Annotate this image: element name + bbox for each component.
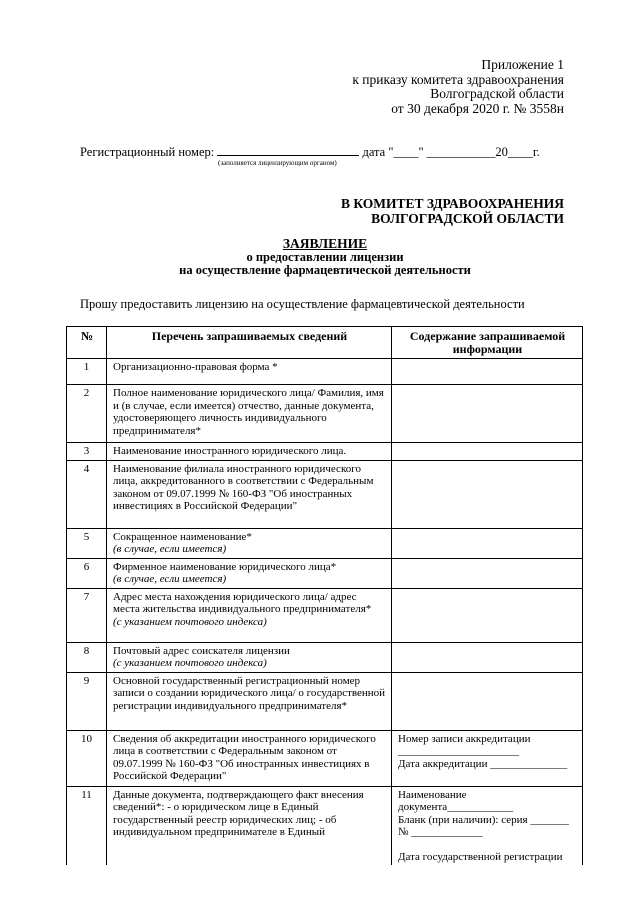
row-info-cell[interactable] — [392, 672, 583, 730]
row-num: 9 — [67, 672, 107, 730]
row-text — [107, 385, 392, 443]
table-row — [67, 730, 583, 786]
header-items: Перечень запрашиваемых сведений — [107, 327, 392, 359]
row-text — [107, 359, 392, 385]
info-table — [66, 326, 583, 865]
row-text-note: (с указанием почтового индекса) — [113, 657, 267, 669]
table-row — [67, 642, 583, 672]
title-sub: на осуществление фармацевтической деятельности — [179, 263, 471, 277]
row-text-note: (с указанием почтового индекса) — [113, 615, 267, 628]
registration-label: Регистрационный номер: — [80, 145, 215, 159]
blank-series-field[interactable]: Бланк (при наличии): серия _______ — [398, 813, 569, 826]
row-text-main: Фирменное наименование юридического лица* — [113, 560, 337, 573]
row-info-cell[interactable] — [392, 642, 583, 672]
table-row — [67, 359, 583, 385]
intro-text: Прошу предоставить лицензию на осуществление фармацевтической деятельности — [80, 297, 525, 311]
row-text — [107, 528, 392, 558]
row-text — [107, 558, 392, 588]
row-info-cell[interactable] — [392, 385, 583, 443]
table-row — [67, 460, 583, 528]
appendix-line: к приказу комитета здравоохранения — [352, 71, 564, 87]
row-num: 3 — [67, 443, 107, 461]
appendix-line: Волгоградской области — [430, 86, 564, 101]
row-text-main: Почтовый адрес соискателя лицензии — [113, 644, 290, 657]
row-text-main: Организационно-правовая форма * — [113, 361, 278, 373]
accreditation-number-label: Номер записи аккредитации — [398, 732, 531, 745]
row-num: 8 — [67, 642, 107, 672]
row-text — [107, 672, 392, 730]
row-text — [107, 730, 392, 786]
row-num: 2 — [67, 385, 107, 443]
row-text-main: Сведения об аккредитации иностранного юридического лица в соответствии с Федеральным законом от 09.07.1999 № 160-ФЗ "Об иностранных инвестициях в Российской Федерации" — [113, 732, 376, 782]
header-num: № — [67, 327, 107, 359]
table-row — [67, 528, 583, 558]
table-row — [67, 558, 583, 588]
row-info-cell[interactable] — [392, 443, 583, 461]
row-info-cell[interactable] — [392, 460, 583, 528]
row-text — [107, 786, 392, 865]
row-info-cell[interactable] — [392, 528, 583, 558]
row-text-main: Полное наименование юридического лица/ Фамилия, имя и (в случае, если имеется) отчество, данные документа, удостоверяющего личность индивидуального предпринимателя* — [113, 387, 384, 437]
addressee-line: В КОМИТЕТ ЗДРАВООХРАНЕНИЯ — [340, 196, 564, 211]
row-text-note: (в случае, если имеется) — [113, 573, 227, 585]
title-main: ЗАЯВЛЕНИЕ — [282, 236, 368, 251]
row-text — [107, 443, 392, 461]
registration-note: (заполняется лицензирующим органом) — [218, 159, 337, 167]
addressee-line: ВОЛГОГРАДСКОЙ ОБЛАСТИ — [371, 211, 564, 226]
header-content: Содержание запрашиваемой информации — [392, 327, 583, 359]
row-text — [107, 588, 392, 642]
row-num: 7 — [67, 588, 107, 642]
appendix-header — [352, 58, 564, 116]
row-num: 10 — [67, 730, 107, 786]
row-info-cell[interactable] — [392, 588, 583, 642]
row-num: 1 — [67, 359, 107, 385]
row-num: 5 — [67, 528, 107, 558]
table-row — [67, 786, 583, 865]
table-row — [67, 385, 583, 443]
document-number-field[interactable]: № _____________ — [398, 826, 483, 838]
addressee — [341, 196, 564, 226]
row-info-cell[interactable] — [392, 730, 583, 786]
registration-number-field[interactable] — [217, 144, 359, 156]
appendix-line: от 30 декабря 2020 г. № 3558н — [391, 100, 564, 116]
row-info-cell[interactable] — [392, 359, 583, 385]
registration-date-label: дата "____" ___________20____г. — [362, 145, 540, 159]
spacer-line — [398, 839, 577, 851]
title-sub: о предоставлении лицензии — [246, 249, 404, 264]
row-info-cell[interactable] — [392, 786, 583, 865]
document-name-field[interactable]: Наименование документа____________ — [398, 788, 514, 813]
row-text-main: Основной государственный регистрационный номер записи о создании юридического лица/ о государственной регистрации индивидуального предпринимателя* — [113, 674, 386, 712]
table-header-row — [67, 327, 583, 359]
table-row — [67, 443, 583, 461]
document-title — [160, 237, 490, 278]
row-text-main: Наименование филиала иностранного юридического лица, аккредитованного в соответствии с Федеральным законом от 09.07.1999 № 160-ФЗ "Об иностранных инвестициях в Российской Федерации" — [113, 462, 374, 512]
row-text-main: Данные документа, подтверждающего факт внесения сведений*: - о юридическом лице в Единый государственный реестр юридических лиц; - об индивидуальном предпринимателе в Единый — [113, 788, 364, 838]
row-num: 11 — [67, 786, 107, 865]
row-num: 6 — [67, 558, 107, 588]
row-text — [107, 460, 392, 528]
row-text-main: Наименование иностранного юридического лица. — [113, 445, 347, 457]
accreditation-number-field[interactable]: ______________________ — [398, 745, 519, 757]
row-text — [107, 642, 392, 672]
row-info-cell[interactable] — [392, 558, 583, 588]
appendix-line: Приложение 1 — [481, 57, 564, 72]
table-row — [67, 672, 583, 730]
row-text-main: Сокращенное наименование* — [113, 530, 252, 543]
registration-date-label: Дата государственной регистрации — [398, 850, 563, 863]
row-text-note: (в случае, если имеется) — [113, 543, 227, 555]
table-row — [67, 588, 583, 642]
row-text-main: Адрес места нахождения юридического лица/ адрес места жительства индивидуального предпринимателя* — [113, 590, 372, 615]
registration-line — [80, 144, 540, 160]
accreditation-date-label[interactable]: Дата аккредитации ______________ — [398, 757, 568, 770]
row-num: 4 — [67, 460, 107, 528]
